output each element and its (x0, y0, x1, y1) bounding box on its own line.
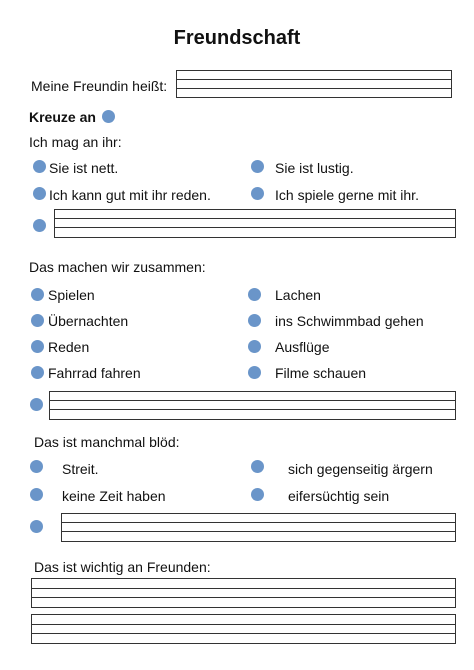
custom-writing-lines-2[interactable] (49, 391, 456, 420)
section2-heading: Das machen wir zusammen: (29, 259, 206, 275)
checkbox-lachen[interactable] (248, 288, 261, 301)
checkbox-custom-3[interactable] (30, 520, 43, 533)
checkbox-filme[interactable] (248, 366, 261, 379)
option-filme: Filme schauen (275, 365, 367, 381)
option-lachen: Lachen (275, 287, 321, 303)
checkbox-uebernachten[interactable] (31, 314, 44, 327)
option-keine-zeit: keine Zeit haben (62, 488, 166, 504)
option-spielen: Ich spiele gerne mit ihr. (275, 187, 419, 203)
option-eifersuechtig: eifersüchtig sein (288, 488, 390, 504)
custom-writing-lines-3[interactable] (61, 513, 456, 542)
checkbox-aergern[interactable] (251, 460, 264, 473)
checkbox-streit[interactable] (30, 460, 43, 473)
option-reden: Ich kann gut mit ihr reden. (49, 187, 211, 203)
option-spielen2: Spielen (48, 287, 95, 303)
checkbox-ausfluege[interactable] (248, 340, 261, 353)
option-reden2: Reden (48, 339, 90, 355)
checkbox-nett[interactable] (33, 160, 46, 173)
section1-heading: Ich mag an ihr: (29, 134, 122, 150)
checkbox-lustig[interactable] (251, 160, 264, 173)
writing-lines-4b[interactable] (31, 614, 456, 644)
name-label: Meine Freundin heißt: (31, 78, 168, 94)
option-fahrrad: Fahrrad fahren (48, 365, 141, 381)
name-writing-lines[interactable] (176, 70, 452, 98)
instruction-bullet-icon (102, 110, 115, 123)
instruction-label: Kreuze an (29, 109, 96, 125)
writing-lines-4a[interactable] (31, 578, 456, 608)
checkbox-eifersuechtig[interactable] (251, 488, 264, 501)
option-ausfluege: Ausflüge (275, 339, 330, 355)
option-schwimmbad: ins Schwimmbad gehen (275, 313, 424, 329)
page-title: Freundschaft (173, 27, 301, 49)
section4-heading: Das ist wichtig an Freunden: (34, 559, 211, 575)
option-uebernachten: Übernachten (48, 313, 129, 329)
section3-heading: Das ist manchmal blöd: (34, 434, 180, 450)
checkbox-reden[interactable] (33, 187, 46, 200)
option-aergern: sich gegenseitig ärgern (288, 461, 433, 477)
checkbox-fahrrad[interactable] (31, 366, 44, 379)
checkbox-schwimmbad[interactable] (248, 314, 261, 327)
checkbox-custom-2[interactable] (30, 398, 43, 411)
checkbox-custom-1[interactable] (33, 219, 46, 232)
checkbox-spielen[interactable] (251, 187, 264, 200)
custom-writing-lines-1[interactable] (54, 209, 456, 238)
checkbox-spielen2[interactable] (31, 288, 44, 301)
option-nett: Sie ist nett. (49, 160, 119, 176)
option-lustig: Sie ist lustig. (275, 160, 354, 176)
option-streit: Streit. (62, 461, 99, 477)
checkbox-keine-zeit[interactable] (30, 488, 43, 501)
checkbox-reden2[interactable] (31, 340, 44, 353)
